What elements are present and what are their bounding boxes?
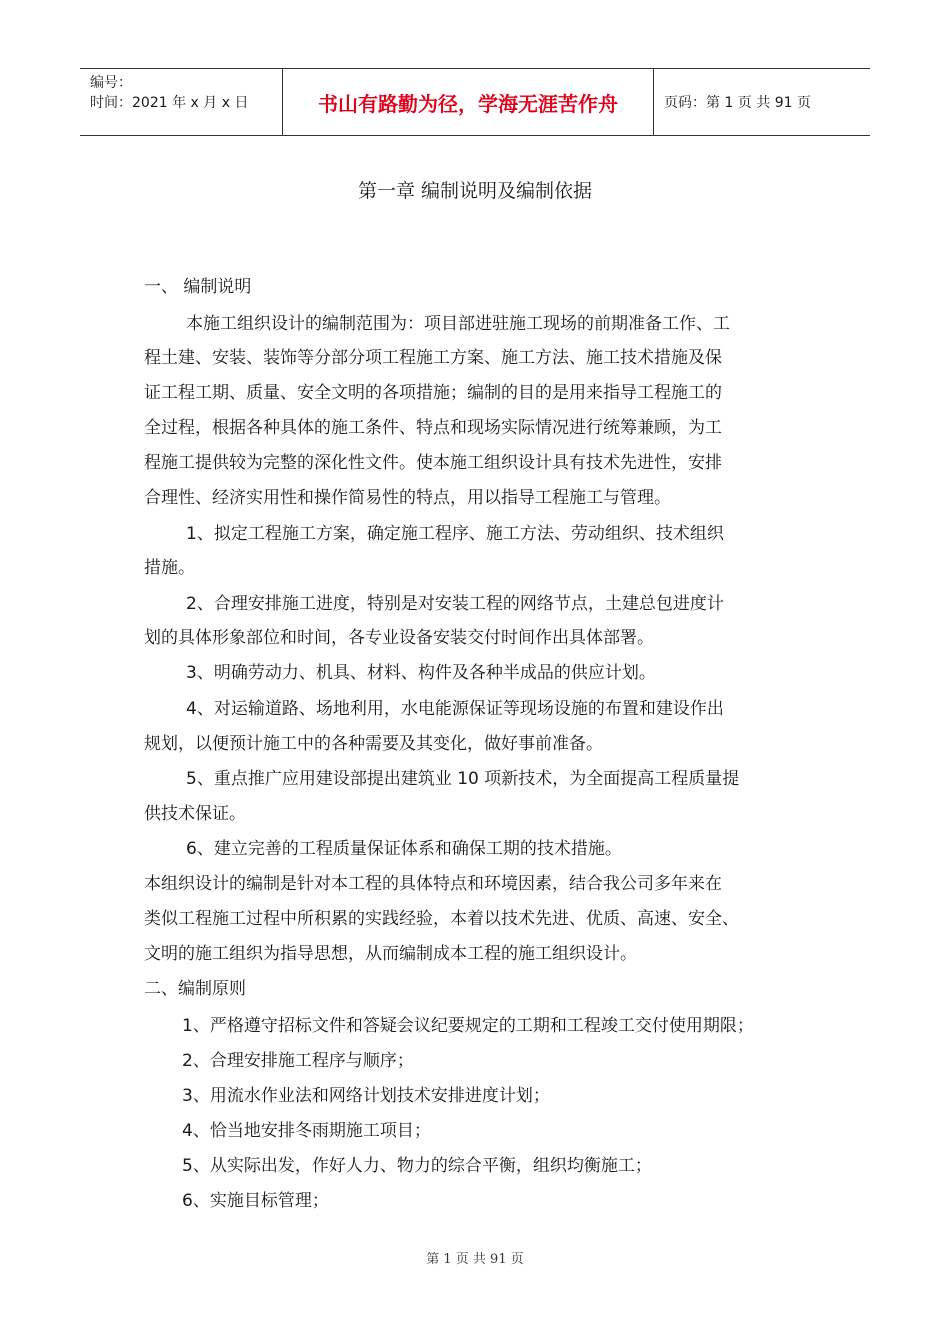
paragraph-line: 合理性、经济实用性和操作简易性的特点，用以指导工程施工与管理。 [144,488,671,508]
header-motto: 书山有路勤为径，学海无涯苦作舟 [282,69,654,135]
paragraph-line: 类似工程施工过程中所积累的实践经验，本着以技术先进、优质、高速、安全、 [144,909,739,929]
list-item: 3、明确劳动力、机具、材料、构件及各种半成品的供应计划。 [186,663,656,683]
paragraph-line: 证工程工期、质量、安全文明的各项措施；编制的目的是用来指导工程施工的 [144,383,722,403]
list-item: 4、恰当地安排冬雨期施工项目； [182,1121,431,1141]
header-page-info: 页码：第 1 页 共 91 页 [664,95,811,111]
paragraph-line: 本组织设计的编制是针对本工程的具体特点和环境因素，结合我公司多年来在 [144,874,722,894]
page-header [80,68,870,136]
list-item: 1、拟定工程施工方案，确定施工程序、施工方法、劳动组织、技术组织 [186,524,724,544]
list-item: 供技术保证。 [144,804,246,824]
list-item: 5、重点推广应用建设部提出建筑业 10 项新技术，为全面提高工程质量提 [186,769,740,789]
section-heading: 一、 编制说明 [144,277,252,297]
paragraph-line: 全过程，根据各种具体的施工条件、特点和现场实际情况进行统筹兼顾，为工 [144,418,722,438]
list-item: 3、用流水作业法和网络计划技术安排进度计划； [182,1086,550,1106]
paragraph-line: 本施工组织设计的编制范围为：项目部进驻施工现场的前期准备工作、工 [186,314,730,334]
document-number: 编号： [90,75,132,91]
page-footer: 第 1 页 共 91 页 [426,1252,524,1267]
list-item: 4、对运输道路、场地利用，水电能源保证等现场设施的布置和建设作出 [186,699,724,719]
header-left-cell [80,69,282,135]
list-item: 措施。 [144,558,195,578]
list-item: 1、严格遵守招标文件和答疑会议纪要规定的工期和工程竣工交付使用期限； [182,1016,754,1036]
list-item: 2、合理安排施工程序与顺序； [182,1051,414,1071]
paragraph-line: 程施工提供较为完整的深化性文件。使本施工组织设计具有技术先进性，安排 [144,453,722,473]
chapter-title: 第一章 编制说明及编制依据 [357,180,593,202]
list-item: 规划，以便预计施工中的各种需要及其变化，做好事前准备。 [144,734,603,754]
paragraph-line: 程土建、安装、装饰等分部分项工程施工方案、施工方法、施工技术措施及保 [144,348,722,368]
list-item: 6、实施目标管理； [182,1191,329,1211]
list-item: 2、合理安排施工进度，特别是对安装工程的网络节点，土建总包进度计 [186,594,724,614]
list-item: 5、从实际出发，作好人力、物力的综合平衡，组织均衡施工； [182,1156,652,1176]
list-item: 6、建立完善的工程质量保证体系和确保工期的技术措施。 [186,839,622,859]
paragraph-line: 文明的施工组织为指导思想，从而编制成本工程的施工组织设计。 [144,944,637,964]
document-date: 时间：2021 年 x 月 x 日 [90,95,249,111]
section-heading: 二、编制原则 [144,979,246,999]
list-item: 划的具体形象部位和时间，各专业设备安装交付时间作出具体部署。 [144,628,654,648]
